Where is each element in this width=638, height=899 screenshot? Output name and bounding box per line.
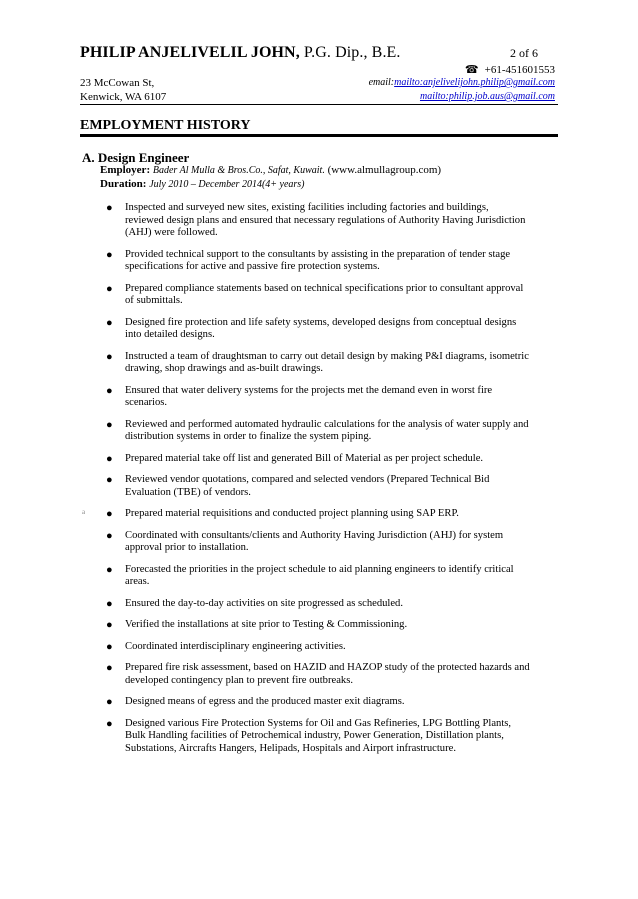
bullet-icon: ● [106, 418, 113, 431]
list-item-text: Provided technical support to the consultants by assisting in the preparation of tender stage specifications for active and passive fire protection systems. [125, 248, 511, 272]
responsibilities-list [100, 202, 530, 764]
list-item-text: Prepared material take off list and generated Bill of Material as per project schedule. [125, 452, 484, 464]
section-title: EMPLOYMENT HISTORY [80, 118, 251, 133]
phone-icon: ☎ [464, 64, 479, 76]
header-divider [80, 104, 558, 105]
list-item [100, 202, 530, 240]
bullet-icon: ● [106, 474, 113, 486]
list-item [100, 419, 530, 444]
list-item [100, 641, 530, 654]
list-item-text: Reviewed vendor quotations, compared and selected vendors (Prepared Technical Bid Evaluation (TBE) of vendors. [125, 474, 490, 498]
list-item-text: Designed fire protection and life safety systems, developed designs from conceptual designs into detailed designs. [125, 316, 517, 340]
employer-name: Bader Al Mulla & Bros.Co., Safat, Kuwait. [152, 165, 325, 176]
list-item [100, 696, 530, 709]
email-link-secondary[interactable]: mailto:philip.job.aus@gmail.com [419, 91, 555, 102]
list-item [100, 508, 530, 521]
duration-label: Duration: [100, 178, 147, 190]
bullet-icon: ● [106, 508, 113, 520]
list-item [100, 453, 530, 466]
bullet-icon: ● [106, 619, 113, 631]
employer-website: (www.almullagroup.com) [324, 164, 442, 176]
list-item-text: Designed means of egress and the produced master exit diagrams. [125, 696, 405, 707]
bullet-icon: ● [106, 597, 113, 610]
section-divider [80, 134, 558, 137]
bullet-icon: ● [106, 316, 113, 329]
list-item-text: Ensured that water delivery systems for the projects met the demand even in worst fire scenarios. [125, 384, 493, 408]
list-item-text: Prepared material requisitions and conducted project planning using SAP ERP. [125, 508, 459, 519]
job-title: A. Design Engineer [82, 150, 190, 165]
stray-mark: a [82, 508, 86, 516]
duration-value: July 2010 – December 2014(4+ years) [149, 179, 305, 190]
list-item [100, 351, 530, 376]
list-item-text: Reviewed and performed automated hydraulic calculations for the analysis of water supply and distribution systems in order to finalize the system piping. [125, 418, 529, 442]
email-line-2 [420, 91, 555, 102]
bullet-icon: ● [106, 282, 113, 295]
list-item [100, 474, 530, 499]
email-link-primary[interactable]: mailto:anjelivelijohn.philip@gmail.com [394, 77, 555, 88]
phone-line [465, 63, 555, 76]
list-item [100, 283, 530, 308]
bullet-icon: ● [106, 248, 113, 261]
list-item-text: Forecasted the priorities in the project schedule to aid planning engineers to identify critical areas. [125, 563, 514, 587]
employer-line [100, 164, 441, 176]
list-item [100, 317, 530, 342]
bullet-icon: ● [106, 452, 113, 465]
address-line-1: 23 McCowan St, [80, 77, 155, 89]
list-item [100, 718, 530, 756]
email-prefix: email: [368, 77, 395, 88]
bullet-icon: ● [106, 662, 113, 674]
list-item-text: Designed various Fire Protection Systems for Oil and Gas Refineries, LPG Bottling Plants, Bulk Handling facilities of Petrochemical industry, Power Generation, Distillation plants, Substations, Aircrafts Hangers, Helipads, Hospitals and Airport infrastructure. [125, 717, 512, 754]
list-item-text: Inspected and surveyed new sites, existing facilities including factories and buildings, reviewed design plans and ensured that necessary regulations of Authority Having Jurisdiction (AHJ) were followed. [125, 202, 526, 238]
list-item [100, 249, 530, 274]
list-item [100, 530, 530, 555]
list-item-text: Verified the installations at site prior to Testing & Commissioning. [125, 619, 408, 630]
candidate-name: PHILIP ANJELIVELIL JOHN, [80, 44, 300, 61]
address-line-2: Kenwick, WA 6107 [80, 91, 167, 103]
candidate-name-header [80, 44, 401, 62]
list-item-text: Coordinated with consultants/clients and Authority Having Jurisdiction (AHJ) for system approval prior to installation. [125, 529, 504, 553]
bullet-icon: ● [106, 696, 113, 708]
list-item [100, 385, 530, 410]
bullet-icon: ● [106, 640, 113, 653]
list-item [100, 598, 530, 611]
bullet-icon: ● [106, 350, 113, 363]
candidate-credentials: P.G. Dip., B.E. [299, 44, 401, 61]
bullet-icon: ● [106, 529, 113, 542]
bullet-icon: ● [106, 202, 113, 214]
bullet-icon: ● [106, 384, 113, 397]
page-indicator: 2 of 6 [510, 46, 538, 60]
employer-label: Employer: [100, 164, 151, 176]
duration-line [100, 178, 305, 190]
list-item-text: Prepared compliance statements based on technical specifications prior to consultant approval of submittals. [125, 282, 524, 306]
bullet-icon: ● [106, 717, 113, 730]
email-line-1 [369, 77, 555, 88]
list-item-text: Prepared fire risk assessment, based on HAZID and HAZOP study of the protected hazards and developed contingency plan to prevent fire outbreaks. [125, 662, 530, 686]
list-item-text: Instructed a team of draughtsman to carry out detail design by making P&I diagrams, isometric drawing, shop drawings and as-built drawings. [125, 350, 529, 374]
list-item [100, 564, 530, 589]
list-item-text: Ensured the day-to-day activities on site progressed as scheduled. [125, 597, 404, 609]
list-item [100, 619, 530, 632]
list-item [100, 662, 530, 687]
list-item-text: Coordinated interdisciplinary engineering activities. [125, 640, 346, 652]
bullet-icon: ● [106, 563, 113, 576]
phone-number: +61-451601553 [484, 64, 555, 76]
